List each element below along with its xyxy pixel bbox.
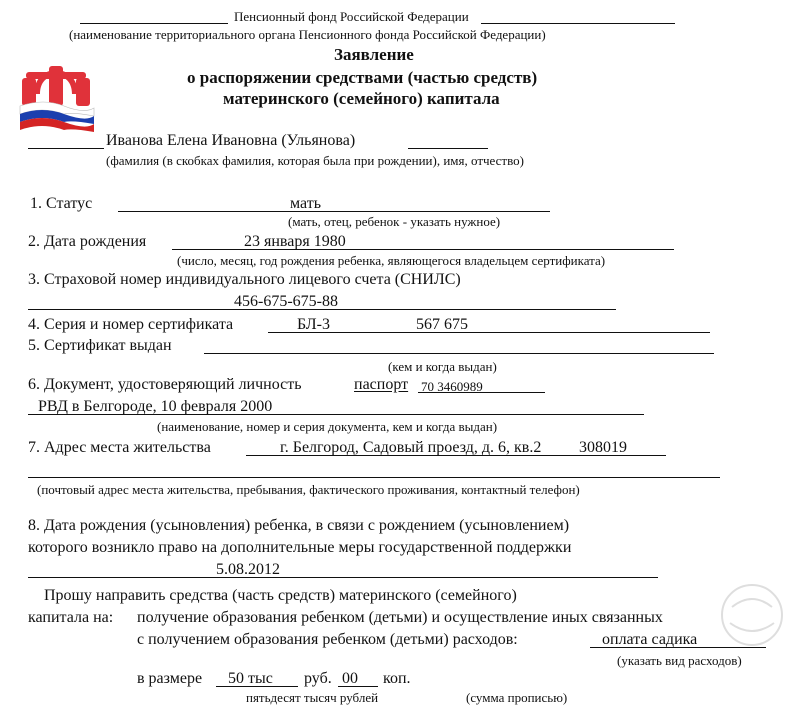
applicant-name-note: (фамилия (в скобках фамилия, которая была при рождении), имя, отчество): [106, 153, 524, 168]
watermark-icon: [704, 567, 800, 663]
doc-subtitle-2: материнского (семейного) капитала: [223, 89, 500, 108]
org-line-left: [80, 23, 228, 24]
cert-line: [268, 332, 710, 333]
expense-note: (указать вид расходов): [617, 653, 742, 668]
rub-label: руб.: [304, 670, 332, 687]
amount-label: в размере: [137, 670, 203, 687]
cert-series: БЛ-3: [297, 316, 330, 333]
request-line-3: с получением образования ребенком (детьми) расходов:: [137, 631, 518, 648]
doc-title: Заявление: [334, 45, 414, 64]
request-line-2: получение образования ребенком (детьми) и осуществление иных связанных: [137, 609, 663, 626]
snils-value: 456-675-675-88: [234, 293, 338, 310]
kop-label: коп.: [383, 670, 411, 687]
words-note: (сумма прописью): [466, 690, 568, 705]
child-line-2: которого возникло право на дополнительные меры государственной поддержки: [28, 539, 572, 556]
issued-line: [204, 353, 714, 354]
address-value: г. Белгород, Садовый проезд, д. 6, кв.2: [280, 439, 542, 456]
doc-subtitle-1: о распоряжении средствами (частью средств): [187, 68, 538, 87]
pfr-logo-icon: [14, 56, 98, 138]
doc-note: (наименование, номер и серия документа, кем и когда выдан): [157, 419, 498, 434]
amount-rub: 50 тыс: [228, 670, 273, 687]
doc-number: 70 3460989: [421, 379, 483, 394]
doc-number-line: [418, 392, 545, 393]
doc-label: 6. Документ, удостоверяющий личность: [28, 376, 302, 393]
birth-note: (число, месяц, год рождения ребенка, являющегося владельцем сертификата): [177, 253, 606, 268]
applicant-name: Иванова Елена Ивановна (Ульянова): [106, 132, 356, 149]
status-label: 1. Статус: [30, 195, 93, 212]
child-date: 5.08.2012: [216, 561, 280, 578]
address-label: 7. Адрес места жительства: [28, 439, 211, 456]
issued-label: 5. Сертификат выдан: [28, 337, 172, 354]
doc-type: паспорт: [354, 376, 409, 393]
birth-label: 2. Дата рождения: [28, 233, 147, 250]
org-note: (наименование территориального органа Пенсионного фонда Российской Федерации): [69, 27, 546, 42]
name-line-right: [408, 148, 488, 149]
status-note: (мать, отец, ребенок - указать нужное): [288, 214, 501, 229]
request-label: капитала на:: [28, 609, 114, 626]
request-line-1: Прошу направить средства (часть средств) материнского (семейного): [44, 587, 517, 604]
status-value: мать: [290, 195, 321, 212]
child-line-1: 8. Дата рождения (усыновления) ребенка, в связи с рождением (усыновлением): [28, 517, 570, 534]
address-note: (почтовый адрес места жительства, пребывания, фактического проживания, контактный телефон): [37, 482, 580, 497]
address-zip: 308019: [579, 439, 627, 456]
issued-note: (кем и когда выдан): [388, 359, 497, 374]
child-date-line: [28, 577, 658, 578]
birth-value: 23 января 1980: [244, 233, 346, 250]
name-line-left: [28, 148, 104, 149]
cert-number: 567 675: [416, 316, 468, 333]
status-line: [118, 211, 550, 212]
org-name: Пенсионный фонд Российской Федерации: [234, 9, 469, 24]
doc-issuer: РВД в Белгороде, 10 февраля 2000: [38, 398, 273, 415]
amount-words: пятьдесят тысяч рублей: [246, 690, 379, 705]
expense-value: оплата садика: [602, 631, 698, 648]
amount-kop: 00: [342, 670, 358, 687]
address-line-2: [28, 477, 720, 478]
snils-label: 3. Страховой номер индивидуального лицевого счета (СНИЛС): [28, 271, 461, 288]
org-line-right: [481, 23, 675, 24]
cert-label: 4. Серия и номер сертификата: [28, 316, 234, 333]
